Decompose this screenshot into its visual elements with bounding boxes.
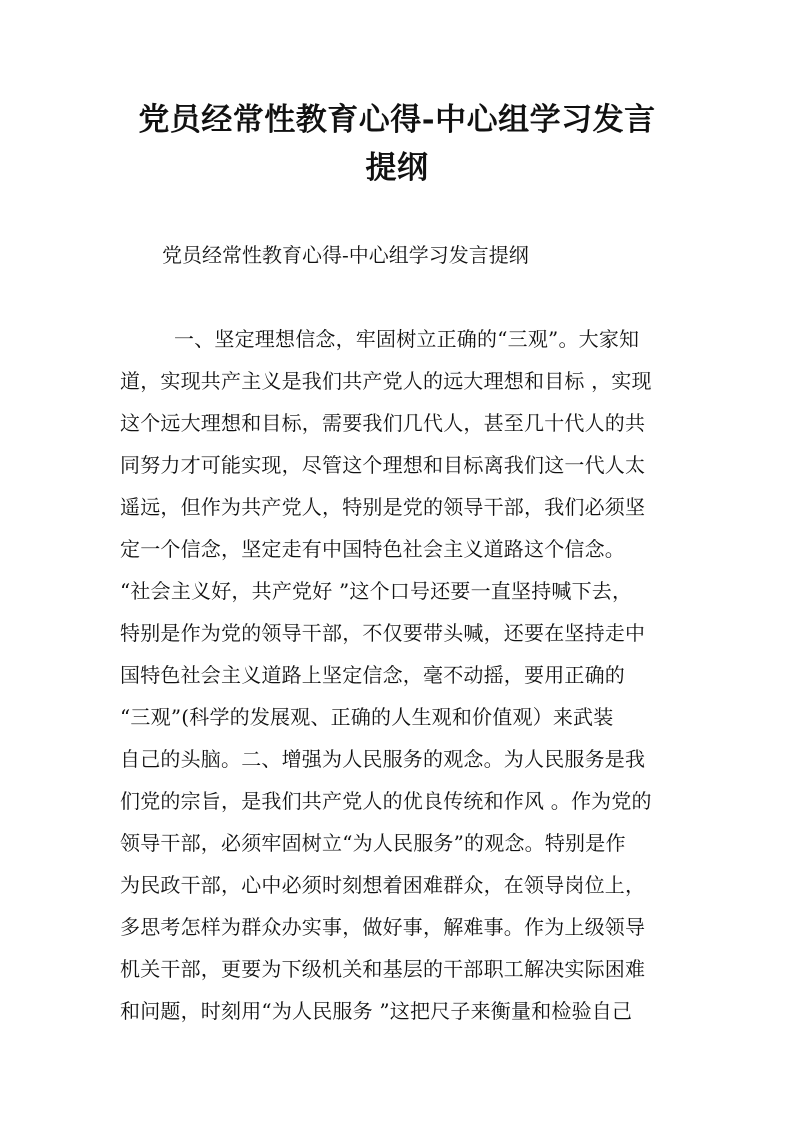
- body-line: “社会主义好，共产党好 ”这个口号还要一直坚持喊下去，: [120, 579, 633, 603]
- body-line: 同努力才可能实现，尽管这个理想和目标离我们这一代人太: [120, 453, 646, 477]
- title-line-1: 党员经常性教育心得-中心组学习发言: [138, 102, 656, 138]
- document-subtitle: 党员经常性教育心得-中心组学习发言提纲: [162, 243, 529, 267]
- body-line: 这个远大理想和目标，需要我们几代人，甚至几十代人的共: [120, 411, 646, 435]
- body-line: 国特色社会主义道路上坚定信念，毫不动摇，要用正确的: [120, 663, 625, 687]
- body-line: 自己的头脑。二、增强为人民服务的观念。为人民服务是我: [120, 747, 646, 771]
- body-line: 遥远，但作为共产党人，特别是党的领导干部，我们必须坚: [120, 495, 646, 519]
- body-line: 特别是作为党的领导干部，不仅要带头喊，还要在坚持走中: [120, 621, 646, 645]
- body-line: 一、坚定理想信念，牢固树立正确的“三观”。大家知: [174, 327, 640, 351]
- body-line: 为民政干部，心中必须时刻想着困难群众，在领导岗位上，: [120, 873, 646, 897]
- body-line: 道，实现共产主义是我们共产党人的远大理想和目标 ，实现: [120, 369, 652, 393]
- body-line: “三观”(科学的发展观、正确的人生观和价值观）来武装: [120, 705, 614, 729]
- document-title: [110, 96, 684, 192]
- body-line: 机关干部，更要为下级机关和基层的干部职工解决实际困难: [120, 957, 646, 981]
- body-line: 们党的宗旨，是我们共产党人的优良传统和作风 。作为党的: [120, 789, 652, 813]
- title-line-2: 提纲: [365, 150, 429, 186]
- body-line: 定一个信念，坚定走有中国特色社会主义道路这个信念。: [120, 537, 625, 561]
- body-line: 多思考怎样为群众办实事，做好事，解难事。作为上级领导: [120, 915, 646, 939]
- body-line: 和问题，时刻用“为人民服务 ”这把尺子来衡量和检验自己: [120, 999, 633, 1023]
- body-line: 领导干部，必须牢固树立“为人民服务”的观念。特别是作: [120, 831, 626, 855]
